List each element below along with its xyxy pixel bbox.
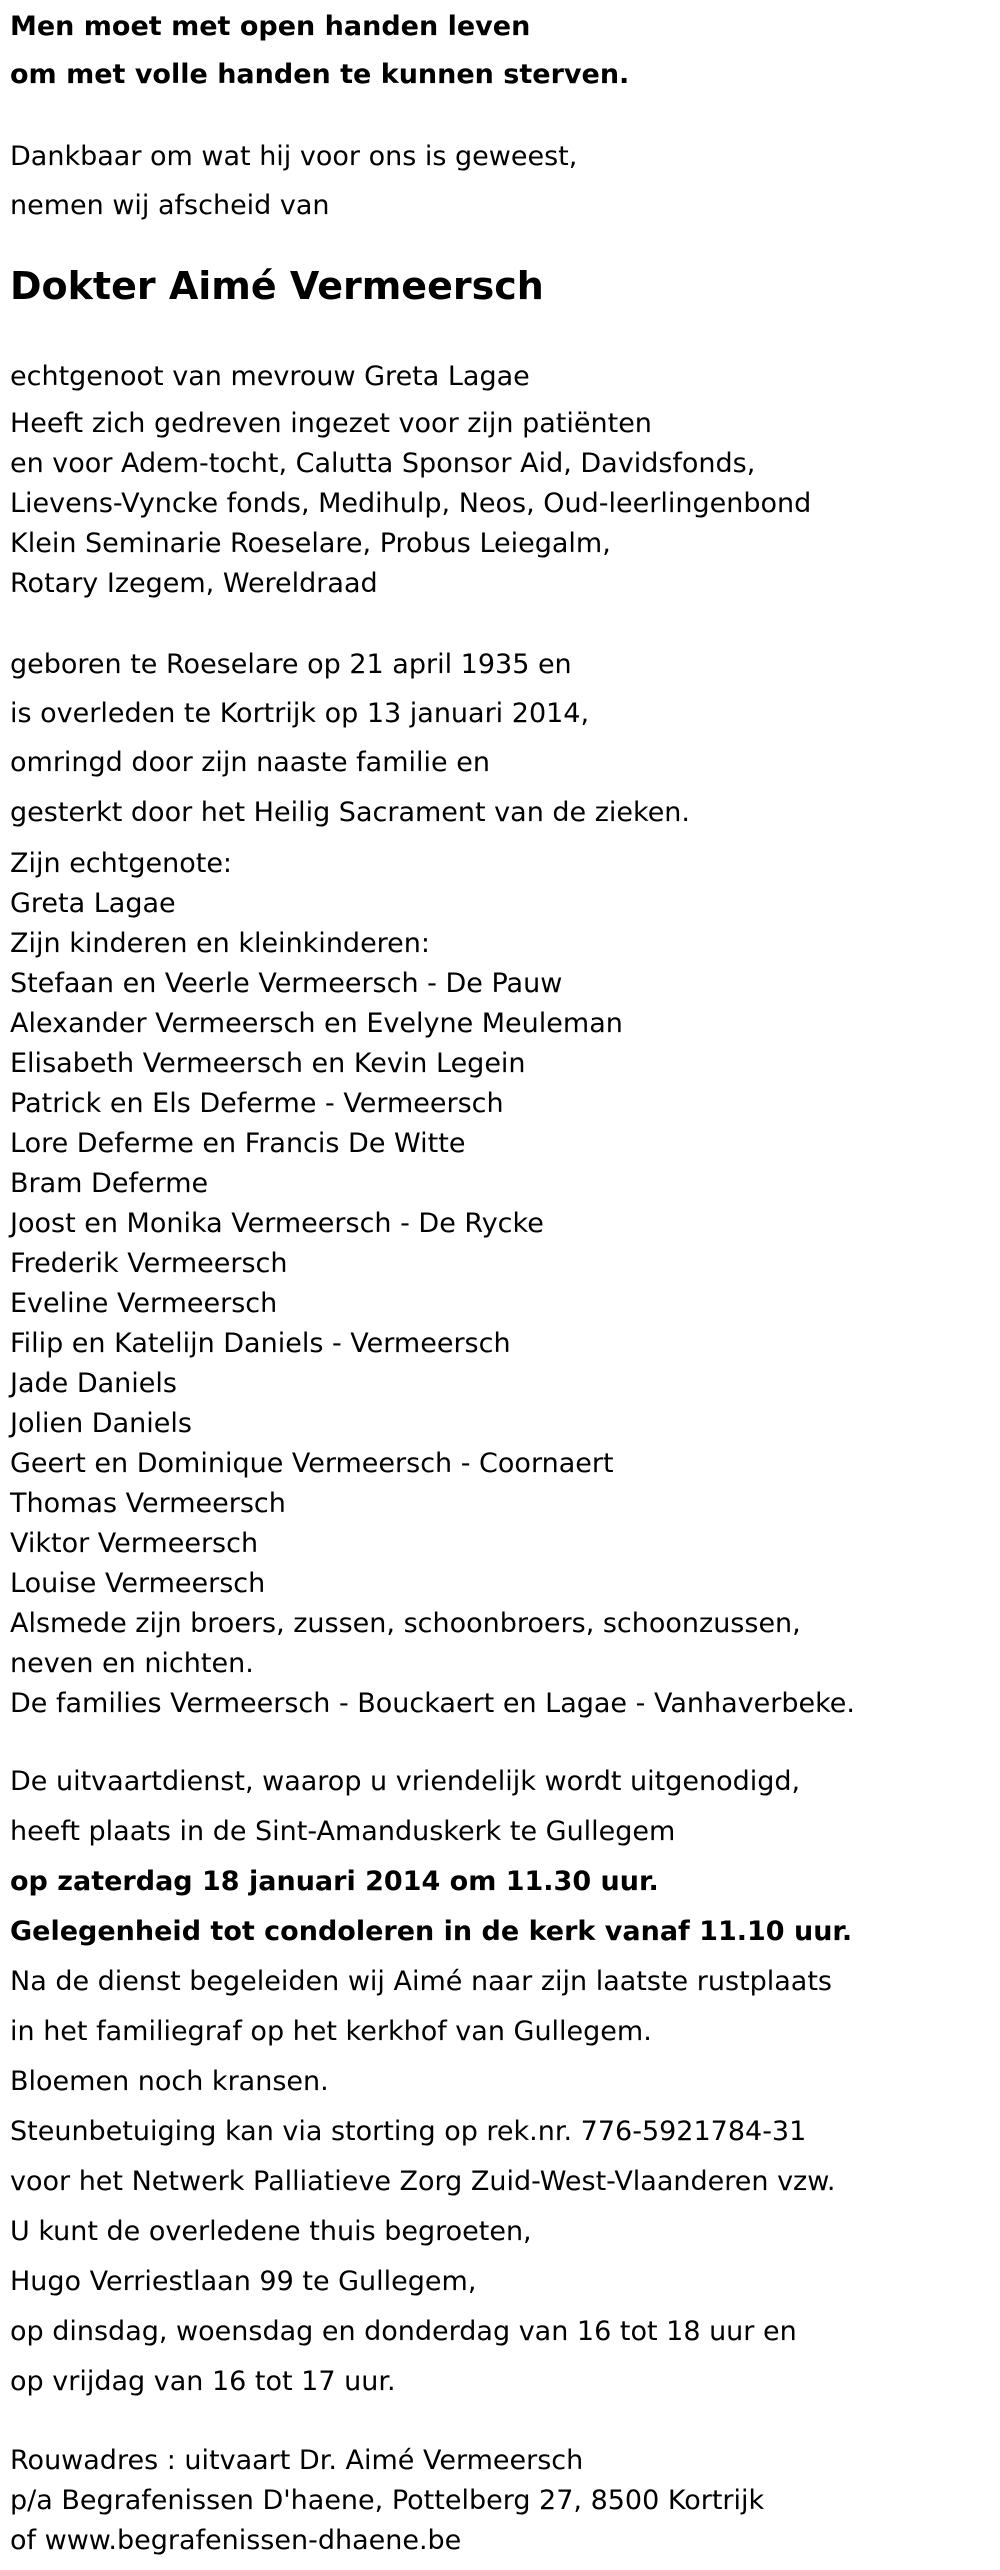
service-line: op vrijdag van 16 tot 17 uur.	[10, 2366, 396, 2397]
address-line: Rouwadres : uitvaart Dr. Aimé Vermeersch	[10, 2445, 584, 2476]
family-line: Zijn echtgenote:	[10, 848, 233, 879]
family-line: Patrick en Els Deferme - Vermeersch	[10, 1088, 504, 1119]
intro-line: nemen wij afscheid van	[10, 190, 330, 221]
motto-line: om met volle handen te kunnen sterven.	[10, 59, 630, 90]
family-line: Frederik Vermeersch	[10, 1248, 288, 1279]
service-line: Steunbetuiging kan via storting op rek.nr. 776-5921784-31	[10, 2116, 807, 2147]
family-line: Lore Deferme en Francis De Witte	[10, 1128, 466, 1159]
family-line: De families Vermeersch - Bouckaert en Lagae - Vanhaverbeke.	[10, 1688, 855, 1719]
family-line: Viktor Vermeersch	[10, 1528, 259, 1559]
dedication-line: Lievens-Vyncke fonds, Medihulp, Neos, Oud-leerlingenbond	[10, 488, 812, 519]
family-line: Zijn kinderen en kleinkinderen:	[10, 928, 431, 959]
address-line: p/a Begrafenissen D'haene, Pottelberg 27, 8500 Kortrijk	[10, 2485, 765, 2516]
service-line: op dinsdag, woensdag en donderdag van 16 tot 18 uur en	[10, 2316, 797, 2347]
family-line: Jolien Daniels	[10, 1408, 192, 1439]
website-link[interactable]: of www.begrafenissen-dhaene.be	[10, 2525, 462, 2556]
dedication-line: Heeft zich gedreven ingezet voor zijn patiënten	[10, 408, 652, 439]
life-line: geboren te Roeselare op 21 april 1935 en	[10, 649, 572, 680]
service-line: U kunt de overledene thuis begroeten,	[10, 2216, 532, 2247]
family-line: Thomas Vermeersch	[10, 1488, 286, 1519]
family-line: Alsmede zijn broers, zussen, schoonbroers, schoonzussen,	[10, 1608, 801, 1639]
family-line: Stefaan en Veerle Vermeersch - De Pauw	[10, 968, 563, 999]
service-line: Bloemen noch kransen.	[10, 2066, 329, 2097]
spouse-line: echtgenoot van mevrouw Greta Lagae	[10, 361, 530, 392]
life-line: gesterkt door het Heilig Sacrament van de zieken.	[10, 797, 690, 828]
family-line: Joost en Monika Vermeersch - De Rycke	[10, 1208, 544, 1239]
service-line: De uitvaartdienst, waarop u vriendelijk wordt uitgenodigd,	[10, 1766, 801, 1797]
condolence-line: Gelegenheid tot condoleren in de kerk vanaf 11.10 uur.	[10, 1916, 853, 1947]
service-line: Na de dienst begeleiden wij Aimé naar zijn laatste rustplaats	[10, 1966, 832, 1997]
service-line: Hugo Verriestlaan 99 te Gullegem,	[10, 2266, 477, 2297]
service-date: op zaterdag 18 januari 2014 om 11.30 uur.	[10, 1866, 659, 1897]
family-line: Eveline Vermeersch	[10, 1288, 278, 1319]
family-line: Jade Daniels	[10, 1368, 177, 1399]
family-line: Geert en Dominique Vermeersch - Coornaert	[10, 1448, 614, 1479]
service-line: voor het Netwerk Palliatieve Zorg Zuid-West-Vlaanderen vzw.	[10, 2166, 836, 2197]
life-line: is overleden te Kortrijk op 13 januari 2014,	[10, 698, 590, 729]
deceased-name: Dokter Aimé Vermeersch	[10, 264, 544, 308]
family-line: Filip en Katelijn Daniels - Vermeersch	[10, 1328, 511, 1359]
service-line: heeft plaats in de Sint-Amanduskerk te Gullegem	[10, 1816, 676, 1847]
family-line: Louise Vermeersch	[10, 1568, 266, 1599]
motto-line: Men moet met open handen leven	[10, 11, 531, 42]
dedication-line: en voor Adem-tocht, Calutta Sponsor Aid, Davidsfonds,	[10, 448, 756, 479]
family-line: neven en nichten.	[10, 1648, 254, 1679]
life-line: omringd door zijn naaste familie en	[10, 747, 490, 778]
dedication-line: Rotary Izegem, Wereldraad	[10, 568, 378, 599]
family-line: Bram Deferme	[10, 1168, 209, 1199]
family-line: Greta Lagae	[10, 888, 176, 919]
service-line: in het familiegraf op het kerkhof van Gullegem.	[10, 2016, 652, 2047]
dedication-line: Klein Seminarie Roeselare, Probus Leiegalm,	[10, 528, 611, 559]
family-line: Alexander Vermeersch en Evelyne Meuleman	[10, 1008, 623, 1039]
family-line: Elisabeth Vermeersch en Kevin Legein	[10, 1048, 526, 1079]
intro-line: Dankbaar om wat hij voor ons is geweest,	[10, 141, 578, 172]
